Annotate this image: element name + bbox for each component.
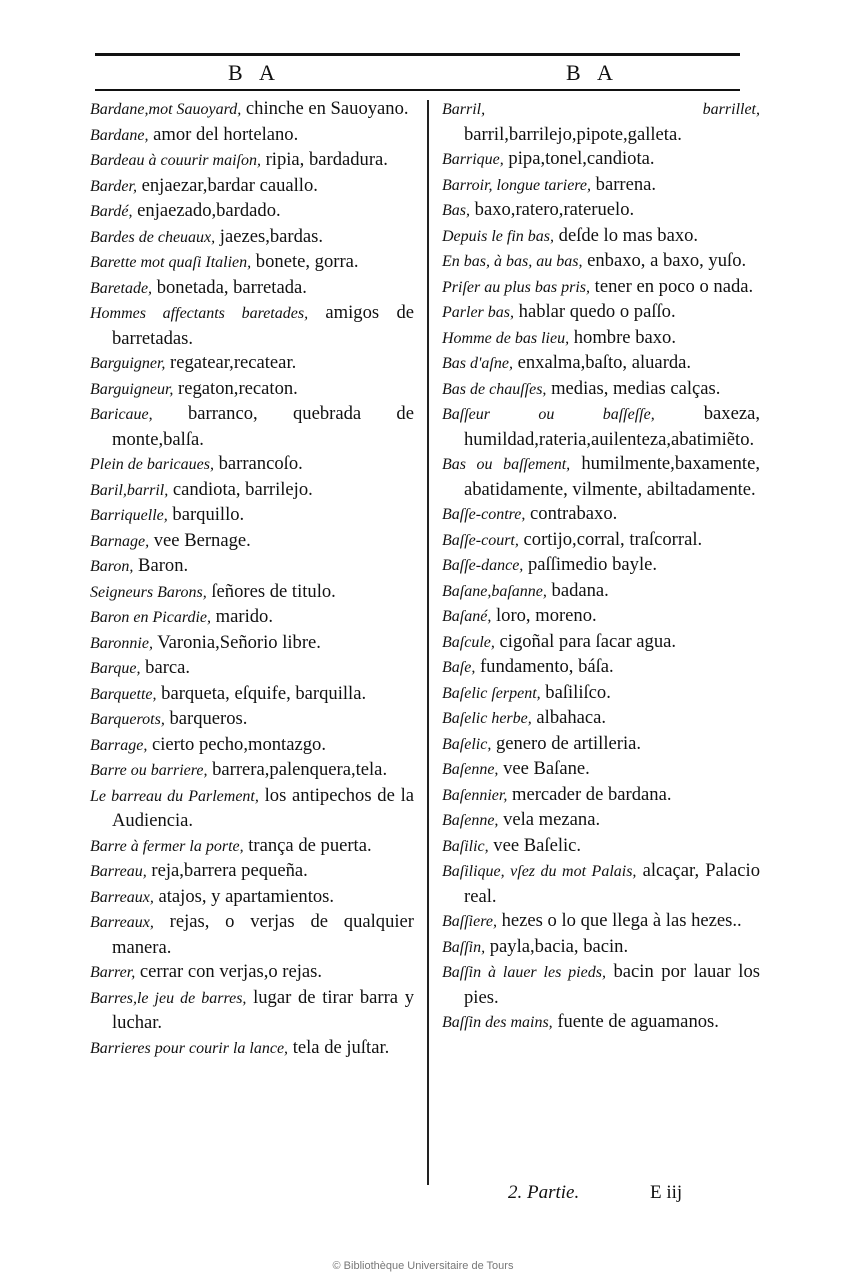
dictionary-entry: [90, 123, 414, 149]
translation: medias, medias calças.: [546, 377, 721, 399]
dictionary-entry: [90, 452, 414, 478]
dictionary-entry: [442, 655, 760, 681]
dictionary-entry: [90, 910, 414, 960]
dictionary-entry: [442, 783, 760, 809]
headword: Barque,: [90, 660, 141, 677]
dictionary-entry: [442, 528, 760, 554]
dictionary-entry: [442, 502, 760, 528]
translation: humilmente,baxamente, abatidamente, vilmente, abiltadamente.: [464, 453, 761, 500]
translation: baxeza, humildad,rateria,auilenteza,abatimiẽto.: [464, 403, 760, 450]
dictionary-entry: [90, 97, 414, 123]
dictionary-entry: [90, 250, 414, 276]
translation: barrera,palenquera,tela.: [207, 759, 388, 780]
translation: hezes o lo que llega à las hezes..: [496, 910, 742, 931]
translation: enbaxo, a baxo, yuſo.: [582, 250, 747, 271]
dictionary-entry: [90, 656, 414, 682]
dictionary-entry: [90, 529, 414, 555]
translation: vee Baſelic.: [488, 834, 582, 856]
headword: Bas ou baſſement,: [442, 456, 571, 473]
headword: Barguigner,: [90, 355, 166, 372]
translation: albahaca.: [531, 707, 607, 728]
translation: barril,barrilejo,pipote,galleta.: [464, 123, 682, 145]
dictionary-entry: [442, 249, 760, 275]
headword: Barriquelle,: [90, 507, 168, 524]
headword: Baſſin,: [442, 938, 486, 956]
dictionary-entry: [442, 1010, 760, 1036]
translation: paſſimedio bayle.: [523, 554, 658, 575]
translation: jaezes,bardas.: [215, 225, 324, 247]
translation: bonetada, barretada.: [152, 276, 307, 298]
dictionary-entry: [90, 733, 414, 759]
headword: Barreau,: [90, 863, 147, 880]
dictionary-entry: [442, 97, 760, 147]
dictionary-entry: [442, 402, 760, 452]
headword: Barrage,: [90, 736, 148, 754]
headword: Baſſe-dance,: [442, 557, 524, 574]
translation: badana.: [546, 579, 609, 601]
translation: barrancoſo.: [213, 453, 303, 474]
headword: Barquerots,: [90, 711, 165, 728]
translation: pipa,tonel,candiota.: [503, 148, 655, 169]
translation: rejas, o verjas de qualquier manera.: [112, 911, 414, 958]
headword: Baricaue,: [90, 406, 153, 423]
headword: Baſane,baſanne,: [442, 582, 547, 600]
headword: Barguigneur,: [90, 380, 174, 398]
headword: Parler bas,: [442, 304, 514, 321]
translation: payla,bacia, bacin.: [485, 935, 629, 957]
dictionary-entry: [442, 351, 760, 377]
translation: hablar quedo o paſſo.: [514, 301, 676, 322]
translation: regatear,recatear.: [165, 352, 297, 373]
dictionary-entry: [442, 859, 760, 909]
headword: Barrique,: [442, 151, 504, 168]
headword: Baron en Picardie,: [90, 609, 212, 626]
translation: Baron.: [133, 555, 189, 576]
translation: vee Baſane.: [498, 758, 590, 779]
dictionary-entry: [90, 758, 414, 784]
footer-signature: E iij: [650, 1182, 683, 1203]
headword: Baſſe-contre,: [442, 506, 526, 523]
translation: candiota, barrilejo.: [168, 478, 313, 500]
running-head-right: B A: [566, 60, 619, 85]
headword: Bas,: [442, 202, 470, 219]
dictionary-entry: [90, 1036, 414, 1062]
dictionary-entry: [90, 276, 414, 302]
dictionary-entry: [90, 174, 414, 200]
dictionary-entry: [442, 198, 760, 224]
dictionary-entry: [442, 834, 760, 860]
headword: Baſcule,: [442, 633, 495, 651]
dictionary-entry: [90, 554, 414, 580]
translation: atajos, y apartamientos.: [153, 885, 335, 907]
headword: Bardeau à couurir maiſon,: [90, 152, 261, 169]
translation: baſiliſco.: [540, 681, 611, 703]
dictionary-entry: [442, 224, 760, 250]
dictionary-entry: [442, 147, 760, 173]
headword: Baſenne,: [442, 761, 499, 778]
headword: Barrieres pour courir la lance,: [90, 1039, 289, 1057]
headword: Baſelic herbe,: [442, 710, 532, 727]
footer-part: 2. Partie.: [508, 1182, 580, 1203]
dictionary-entry: [90, 148, 414, 174]
dictionary-entry: [90, 301, 414, 351]
translation: bonete, gorra.: [251, 251, 359, 272]
headword: Barreaux,: [90, 888, 154, 906]
headword: Baſelic ſerpent,: [442, 684, 541, 702]
dictionary-entry: [90, 631, 414, 657]
translation: ripia, bardadura.: [260, 149, 388, 170]
dictionary-entry: [90, 682, 414, 708]
dictionary-entry: [90, 377, 414, 403]
translation: cerrar con verjas,o rejas.: [135, 961, 323, 982]
headword: Bas de chauſſes,: [442, 380, 547, 398]
headword: Barre ou barriere,: [90, 762, 208, 779]
running-head-left: B A: [228, 60, 281, 85]
translation: vee Bernage.: [149, 529, 251, 551]
headword: Barrer,: [90, 964, 136, 981]
translation: enxalma,baſto, aluarda.: [512, 352, 692, 373]
dictionary-entry: [90, 986, 414, 1036]
dictionary-entry: [90, 859, 414, 885]
dictionary-entry: [90, 402, 414, 452]
dictionary-entry: [90, 351, 414, 377]
translation: lugar de tirar barra y luchar.: [112, 986, 414, 1033]
dictionary-entry: [90, 707, 414, 733]
translation: hombre baxo.: [569, 326, 676, 348]
translation: cigoñal para ſacar agua.: [494, 630, 677, 652]
dictionary-entry: [442, 960, 760, 1010]
column-divider: [427, 100, 429, 1185]
dictionary-entry: [442, 706, 760, 732]
dictionary-entry: [90, 580, 414, 606]
headword: Bardane,: [90, 126, 149, 144]
dictionary-entry: [90, 960, 414, 986]
dictionary-entry: [442, 452, 760, 502]
translation: trança de puerta.: [243, 834, 372, 856]
headword: Baſſe-court,: [442, 531, 519, 549]
dictionary-entry: [90, 834, 414, 860]
translation: alcaçar, Palacio real.: [464, 860, 760, 907]
headword: Barre à fermer la porte,: [90, 837, 244, 855]
dictionary-entry: [442, 173, 760, 199]
dictionary-entry: [442, 630, 760, 656]
headword: Baſe,: [442, 659, 476, 676]
translation: deſde lo mas baxo.: [554, 224, 699, 246]
top-rule: [95, 53, 740, 56]
headword: Baſelic,: [442, 735, 492, 753]
translation: barranco, quebrada de monte,balſa.: [112, 403, 414, 450]
headword: Hommes affectants baretades,: [90, 305, 309, 322]
dictionary-entry: [90, 199, 414, 225]
dictionary-entry: [442, 909, 760, 935]
headword: Seigneurs Barons,: [90, 583, 207, 601]
translation: mercader de bardana.: [507, 783, 672, 805]
translation: Varonia,Señorio libre.: [152, 631, 321, 653]
headword: Baſilic,: [442, 837, 489, 855]
dictionary-entry: [442, 579, 760, 605]
translation: fundamento, báſa.: [475, 656, 614, 677]
translation: baxo,ratero,rateruelo.: [470, 199, 635, 220]
translation: ſeñores de titulo.: [206, 580, 336, 602]
dictionary-entry: [442, 553, 760, 579]
translation: fuente de aguamanos.: [552, 1011, 719, 1032]
translation: tela de juſtar.: [288, 1036, 390, 1058]
header-rule: [95, 89, 740, 91]
headword: Baſſeur ou baſſeſſe,: [442, 406, 655, 423]
headword: Baſané,: [442, 608, 492, 625]
headword: Baſſin des mains,: [442, 1014, 553, 1031]
left-column: [90, 97, 414, 1061]
translation: regaton,recaton.: [173, 377, 298, 399]
headword: Plein de baricaues,: [90, 456, 214, 473]
dictionary-entry: [90, 225, 414, 251]
translation: reja,barrera pequeña.: [146, 860, 308, 881]
headword: Barder,: [90, 177, 137, 195]
dictionary-entry: [90, 605, 414, 631]
headword: En bas, à bas, au bas,: [442, 253, 583, 270]
headword: Bardé,: [90, 203, 133, 220]
copyright-notice: © Bibliothèque Universitaire de Tours: [332, 1260, 514, 1272]
headword: Baron,: [90, 558, 134, 575]
dictionary-entry: [442, 300, 760, 326]
headword: Baſennier,: [442, 786, 508, 804]
dictionary-entry: [442, 732, 760, 758]
translation: amigos de barretadas.: [112, 302, 414, 349]
headword: Barnage,: [90, 532, 150, 550]
headword: Barril, barrillet,: [442, 101, 760, 118]
translation: barquillo.: [167, 504, 245, 525]
translation: barqueta, eſquife, barquilla.: [156, 682, 367, 704]
headword: Barreaux,: [90, 914, 154, 931]
dictionary-entry: [442, 326, 760, 352]
headword: Bardane,mot Sauoyard,: [90, 101, 242, 118]
headword: Barres,le jeu de barres,: [90, 989, 247, 1007]
translation: enjaezar,bardar cauallo.: [136, 174, 318, 196]
dictionary-entry: [442, 757, 760, 783]
headword: Le barreau du Parlement,: [90, 787, 259, 805]
translation: los antipechos de la Audiencia.: [112, 784, 414, 831]
translation: barqueros.: [164, 708, 248, 729]
headword: Baſilique, vſez du mot Palais,: [442, 863, 637, 880]
dictionary-entry: [442, 681, 760, 707]
translation: genero de artilleria.: [491, 732, 642, 754]
dictionary-entry: [90, 784, 414, 834]
headword: Bardes de cheuaux,: [90, 228, 216, 246]
headword: Baſſiere,: [442, 913, 497, 930]
headword: Baronnie,: [90, 634, 153, 652]
dictionary-entry: [442, 808, 760, 834]
headword: Priſer au plus bas pris,: [442, 278, 591, 296]
translation: barrena.: [591, 173, 657, 195]
translation: cierto pecho,montazgo.: [147, 733, 326, 755]
dictionary-entry: [442, 275, 760, 301]
dictionary-entry: [90, 885, 414, 911]
translation: cortijo,corral, traſcorral.: [518, 528, 703, 550]
translation: tener en poco o nada.: [590, 275, 754, 297]
headword: Barroir, longue tariere,: [442, 176, 592, 194]
headword: Barquette,: [90, 685, 157, 703]
translation: marido.: [211, 606, 273, 627]
dictionary-entry: [442, 377, 760, 403]
translation: enjaezado,bardado.: [132, 200, 281, 221]
dictionary-entry: [90, 478, 414, 504]
headword: Baſſin à lauer les pieds,: [442, 964, 606, 981]
headword: Barette mot quaſi Italien,: [90, 254, 252, 271]
headword: Depuis le fin bas,: [442, 227, 554, 245]
translation: loro, moreno.: [491, 605, 597, 626]
translation: barca.: [140, 657, 191, 678]
headword: Bas d'aſne,: [442, 355, 513, 372]
dictionary-entry: [442, 935, 760, 961]
translation: contrabaxo.: [525, 503, 618, 524]
dictionary-entry: [442, 604, 760, 630]
translation: chinche en Sauoyano.: [241, 98, 409, 119]
right-column: [442, 97, 760, 1036]
translation: amor del hortelano.: [148, 123, 299, 145]
translation: bacin por lauar los pies.: [464, 961, 760, 1008]
headword: Baril,barril,: [90, 481, 169, 499]
headword: Homme de bas lieu,: [442, 329, 570, 347]
headword: Baſenne,: [442, 812, 499, 829]
headword: Baretade,: [90, 279, 153, 297]
dictionary-entry: [90, 503, 414, 529]
translation: vela mezana.: [498, 809, 601, 830]
